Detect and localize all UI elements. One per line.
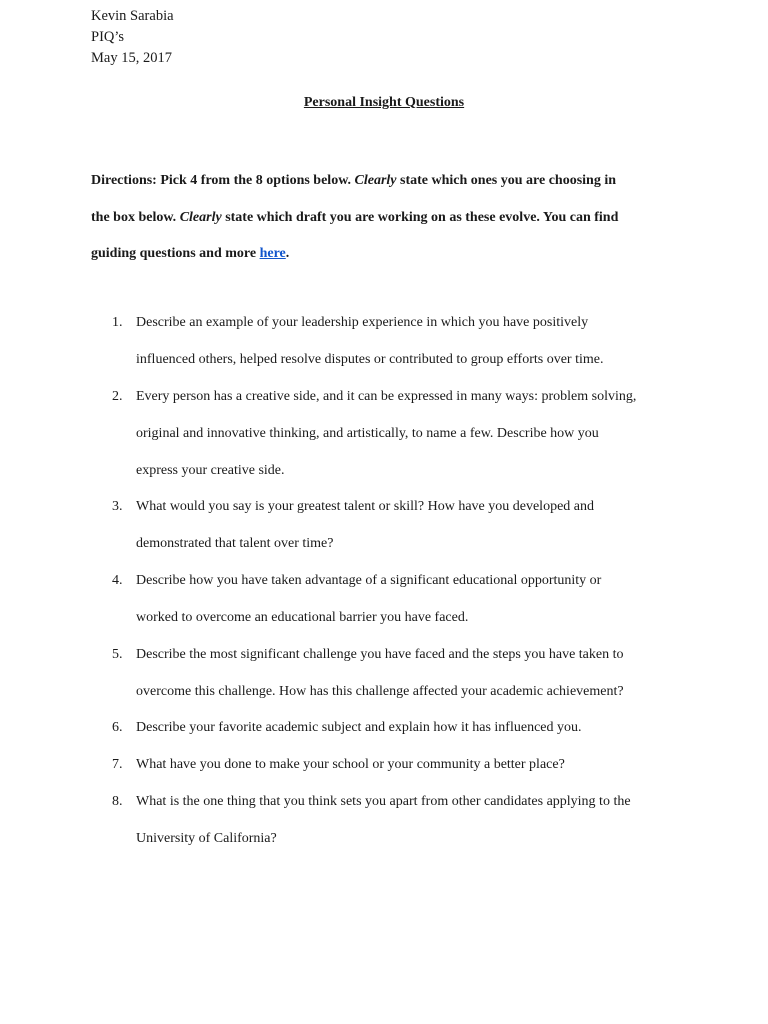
directions-text: state which ones you are choosing in	[396, 173, 617, 188]
list-item-line: original and innovative thinking, and artistically, to name a few. Describe how you	[136, 425, 599, 441]
list-item-line: What is the one thing that you think sets you apart from other candidates applying to the	[136, 794, 631, 809]
directions-text: guiding questions and more	[91, 246, 260, 261]
list-item-text	[136, 710, 681, 747]
list-item-text	[136, 305, 681, 379]
list-item-number: 2.	[112, 389, 123, 404]
list-item-line: Describe an example of your leadership experience in which you have positively	[136, 315, 589, 330]
list-item-text	[136, 747, 681, 784]
list-item-line: overcome this challenge. How has this challenge affected your academic achievement?	[136, 683, 624, 699]
list-item-text	[136, 637, 681, 711]
list-item-line: influenced others, helped resolve disputes or contributed to group efforts over time.	[136, 351, 604, 367]
list-item-text	[136, 489, 681, 563]
directions-emphasis: Clearly	[354, 173, 397, 188]
list-item-line: Describe the most significant challenge you have faced and the steps you have taken to	[136, 647, 624, 662]
directions-text: Directions: Pick 4 from the 8 options below.	[91, 173, 355, 188]
directions-line-1	[91, 163, 691, 200]
list-item-line: Every person has a creative side, and it can be expressed in many ways: problem solving,	[136, 389, 637, 404]
directions-text: state which draft you are working on as these evolve. You can find	[221, 209, 619, 225]
document-date: May 15, 2017	[91, 50, 172, 66]
list-item-number: 3.	[112, 499, 123, 514]
list-item-number: 4.	[112, 573, 123, 588]
guiding-questions-link[interactable]: here	[259, 246, 286, 261]
list-item-text	[136, 379, 681, 489]
directions-line-3	[91, 236, 691, 273]
directions-text: .	[285, 246, 290, 261]
list-item-number: 6.	[112, 720, 123, 735]
list-item-line: What would you say is your greatest talent or skill? How have you developed and	[136, 499, 594, 514]
list-item-line: express your creative side.	[136, 462, 285, 478]
directions-emphasis: Clearly	[179, 209, 222, 225]
list-item-number: 8.	[112, 794, 123, 809]
directions-line-2	[91, 200, 691, 237]
list-item-line: What have you done to make your school or your community a better place?	[136, 757, 565, 772]
list-item-text	[136, 784, 681, 858]
list-item-line: Describe your favorite academic subject and explain how it has influenced you.	[136, 720, 582, 735]
directions-text: the box below.	[91, 209, 180, 225]
list-item-number: 1.	[112, 315, 123, 330]
directions-paragraph	[91, 163, 691, 273]
list-item-number: 7.	[112, 757, 123, 772]
page-title: Personal Insight Questions	[303, 95, 465, 110]
list-item-line: Describe how you have taken advantage of a significant educational opportunity or	[136, 573, 602, 588]
author-name: Kevin Sarabia	[91, 8, 174, 24]
list-item-line: worked to overcome an educational barrier you have faced.	[136, 609, 469, 625]
list-item-line: demonstrated that talent over time?	[136, 535, 334, 551]
document-subject: PIQ’s	[91, 29, 125, 45]
list-item-line: University of California?	[136, 830, 277, 846]
list-item-number: 5.	[112, 647, 123, 662]
list-item-text	[136, 563, 681, 637]
